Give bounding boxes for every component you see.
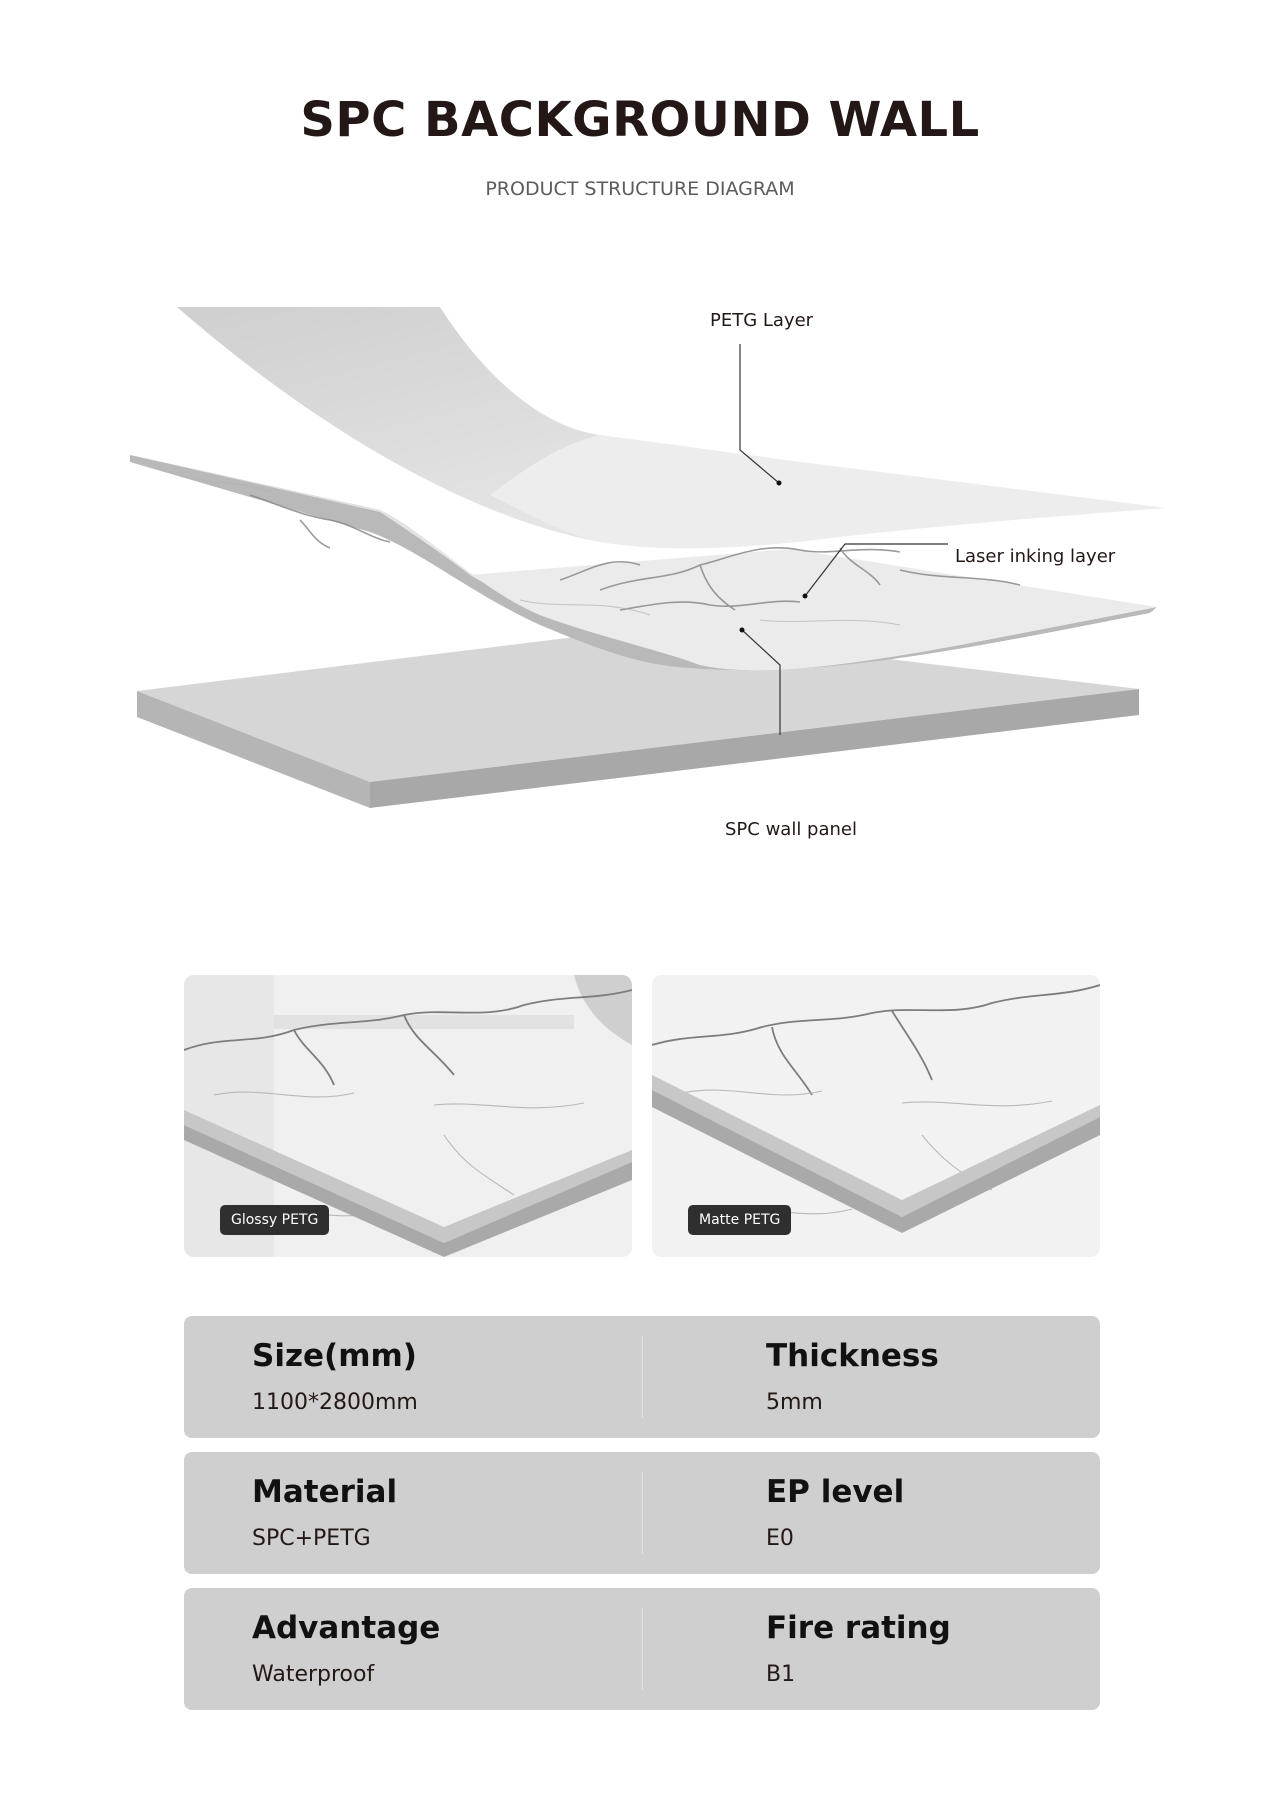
spec-label: Material xyxy=(252,1474,398,1510)
layer-illustration xyxy=(0,280,1280,920)
spec-value: Waterproof xyxy=(252,1662,375,1687)
spec-divider xyxy=(642,1472,643,1554)
spec-value: 5mm xyxy=(766,1390,823,1415)
matte-petg-sample xyxy=(652,975,1100,1257)
petg-layer-label: PETG Layer xyxy=(710,310,814,331)
glossy-petg-tag: Glossy PETG xyxy=(220,1205,329,1235)
spec-label: Thickness xyxy=(766,1338,939,1374)
spec-row xyxy=(184,1588,1100,1710)
matte-petg-tag: Matte PETG xyxy=(688,1205,791,1235)
spc-wall-panel-label: SPC wall panel xyxy=(725,819,857,840)
spec-label: EP level xyxy=(766,1474,905,1510)
spec-value: B1 xyxy=(766,1662,796,1687)
laser-callout-dot xyxy=(803,594,808,599)
spec-label: Fire rating xyxy=(766,1610,951,1646)
petg-callout-dot xyxy=(777,481,782,486)
spec-value: 1100*2800mm xyxy=(252,1390,418,1415)
spec-value: SPC+PETG xyxy=(252,1526,371,1551)
structure-diagram xyxy=(0,280,1280,920)
glossy-petg-sample xyxy=(184,975,632,1257)
spec-divider xyxy=(642,1336,643,1418)
spc-callout-dot xyxy=(740,628,745,633)
spec-divider xyxy=(642,1608,643,1690)
page-subtitle: PRODUCT STRUCTURE DIAGRAM xyxy=(485,178,795,200)
spec-label: Size(mm) xyxy=(252,1338,417,1374)
spec-row xyxy=(184,1316,1100,1438)
laser-inking-layer-label: Laser inking layer xyxy=(955,546,1116,567)
page-title: SPC BACKGROUND WALL xyxy=(300,92,980,148)
spec-label: Advantage xyxy=(252,1610,441,1646)
spec-row xyxy=(184,1452,1100,1574)
spec-value: E0 xyxy=(766,1526,794,1551)
